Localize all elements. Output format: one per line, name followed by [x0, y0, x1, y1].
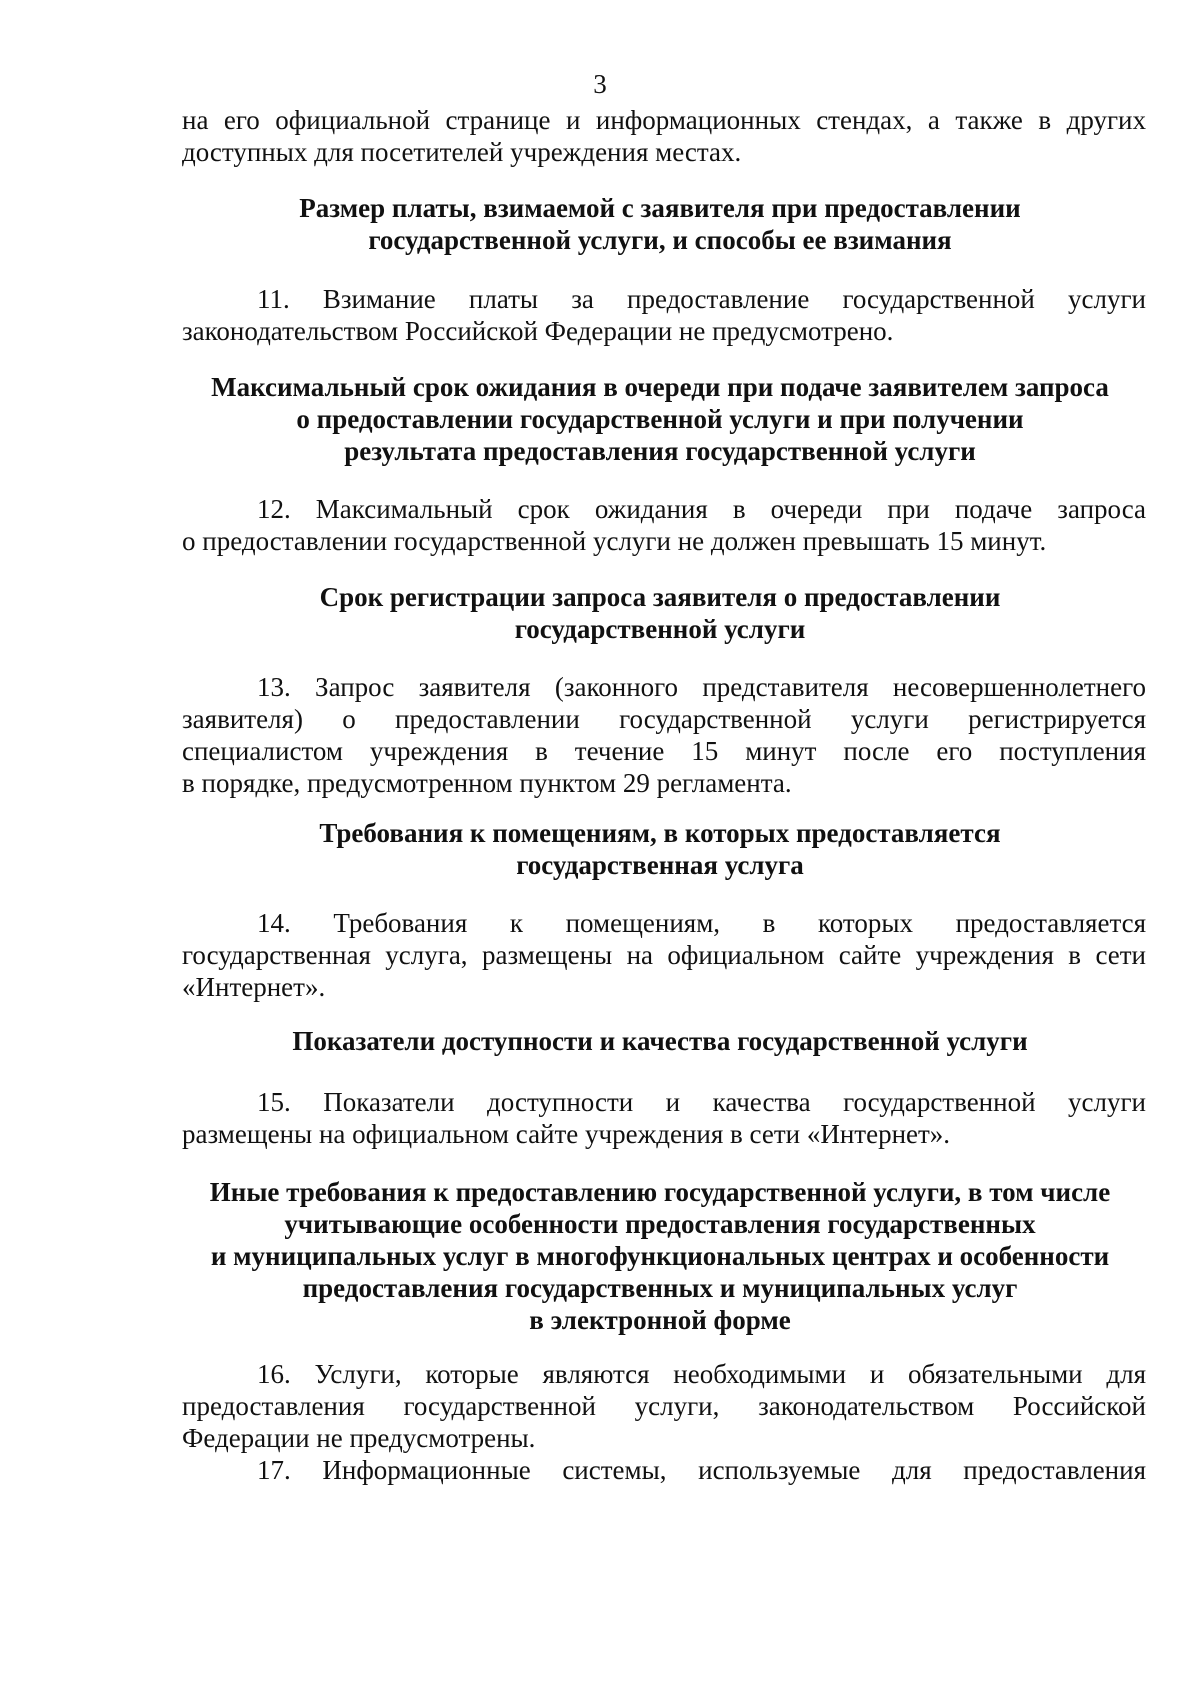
section-heading	[170, 581, 1150, 645]
heading-line: предоставления государственных и муниципальных услуг	[302, 1273, 1018, 1303]
text-line: «Интернет».	[182, 972, 326, 1002]
text-line: 17. Информационные системы, используемые для предоставления	[257, 1455, 1146, 1485]
section-heading	[170, 192, 1150, 256]
heading-line: о предоставлении государственной услуги и при получении	[296, 404, 1024, 434]
heading-line: результата предоставления государственной услуги	[344, 436, 976, 466]
text-line: 12. Максимальный срок ожидания в очереди при подаче запроса	[257, 494, 1146, 524]
text-line: 14. Требования к помещениям, в которых предоставляется	[257, 908, 1146, 938]
text-line: государственная услуга, размещены на официальном сайте учреждения в сети	[182, 940, 1146, 970]
text-line: доступных для посетителей учреждения местах.	[182, 137, 742, 167]
paragraph-13	[182, 671, 1146, 799]
paragraph-17	[182, 1454, 1146, 1486]
text-line: на его официальной странице и информационных стендах, а также в других	[182, 105, 1146, 135]
paragraph-11	[182, 283, 1146, 347]
section-heading	[170, 817, 1150, 881]
heading-line: государственной услуги	[514, 614, 806, 644]
heading-line: Требования к помещениям, в которых предоставляется	[319, 818, 1001, 848]
text-line: в порядке, предусмотренном пунктом 29 регламента.	[182, 768, 792, 798]
text-line: Федерации не предусмотрены.	[182, 1423, 536, 1453]
section-heading	[170, 371, 1150, 467]
heading-line: Размер платы, взимаемой с заявителя при предоставлении	[299, 193, 1021, 223]
text-line: 13. Запрос заявителя (законного представителя несовершеннолетнего	[257, 672, 1146, 702]
paragraph-15	[182, 1086, 1146, 1150]
paragraph-14	[182, 907, 1146, 1003]
intro-paragraph	[182, 104, 1146, 168]
text-line: 15. Показатели доступности и качества государственной услуги	[257, 1087, 1146, 1117]
heading-line: государственная услуга	[516, 850, 804, 880]
paragraph-12	[182, 493, 1146, 557]
text-line: заявителя) о предоставлении государственной услуги регистрируется	[182, 704, 1146, 734]
heading-line: и муниципальных услуг в многофункциональных центрах и особенности	[210, 1241, 1110, 1271]
heading-line: учитывающие особенности предоставления государственных	[284, 1209, 1036, 1239]
heading-line: Срок регистрации запроса заявителя о предоставлении	[319, 582, 1001, 612]
section-heading	[170, 1176, 1150, 1336]
text-line: размещены на официальном сайте учреждения в сети «Интернет».	[182, 1119, 951, 1149]
paragraph-16	[182, 1358, 1146, 1454]
heading-line: государственной услуги, и способы ее взимания	[368, 225, 952, 255]
text-line: специалистом учреждения в течение 15 минут после его поступления	[182, 736, 1146, 766]
text-line: 16. Услуги, которые являются необходимыми и обязательными для	[257, 1359, 1146, 1389]
text-line: законодательством Российской Федерации не предусмотрено.	[182, 316, 894, 346]
heading-line: Показатели доступности и качества государственной услуги	[292, 1026, 1028, 1056]
text-line: о предоставлении государственной услуги не должен превышать 15 минут.	[182, 526, 1047, 556]
heading-line: Иные требования к предоставлению государственной услуги, в том числе	[209, 1177, 1111, 1207]
text-line: 11. Взимание платы за предоставление государственной услуги	[257, 284, 1146, 314]
section-heading	[170, 1025, 1150, 1057]
text-line: предоставления государственной услуги, законодательством Российской	[182, 1391, 1146, 1421]
heading-line: в электронной форме	[529, 1305, 791, 1335]
heading-line: Максимальный срок ожидания в очереди при подаче заявителем запроса	[211, 372, 1109, 402]
page-number: 3	[593, 69, 607, 99]
